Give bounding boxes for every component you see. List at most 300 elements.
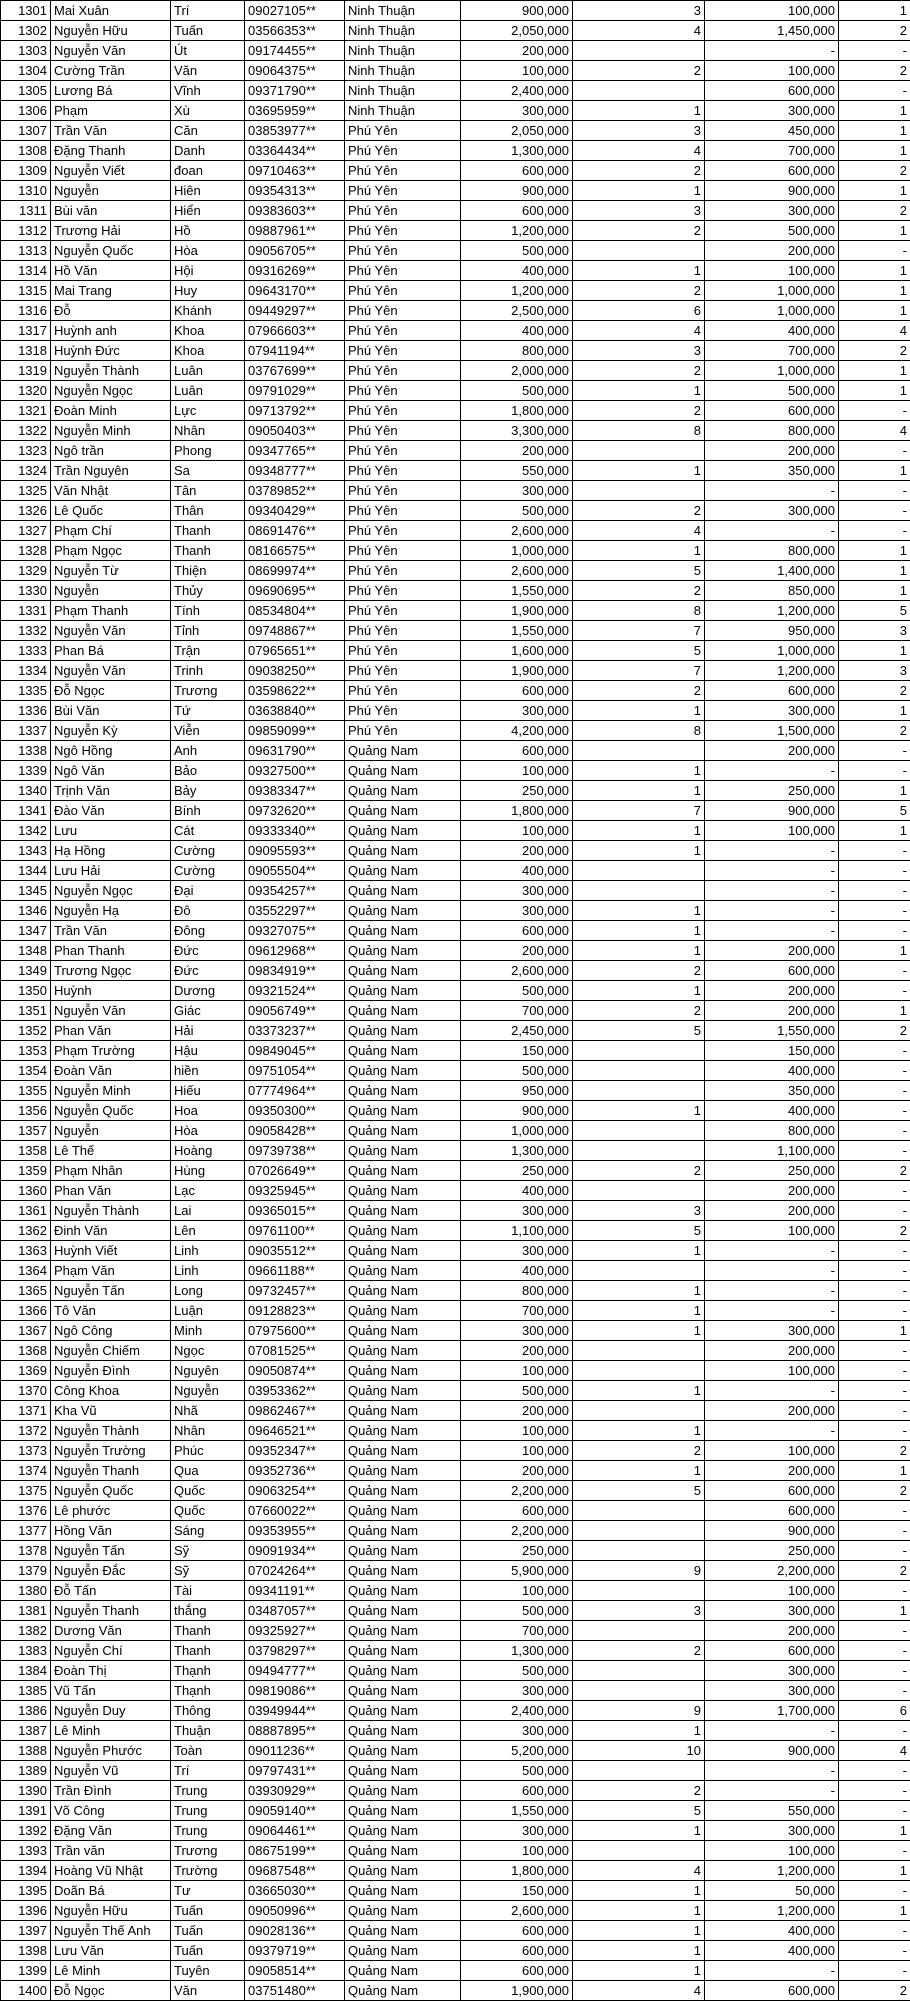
amount-cell[interactable]: 550,000: [461, 461, 573, 481]
count-cell[interactable]: 5: [573, 561, 705, 581]
phone-cell[interactable]: 09340429**: [245, 501, 345, 521]
surname-cell[interactable]: Nguyễn Vũ: [51, 1761, 171, 1781]
row-number[interactable]: 1353: [1, 1041, 51, 1061]
count-2-cell[interactable]: -: [839, 841, 910, 861]
count-2-cell[interactable]: -: [839, 921, 910, 941]
surname-cell[interactable]: Nguyễn Ngọc: [51, 881, 171, 901]
province-cell[interactable]: Phú Yên: [345, 441, 461, 461]
phone-cell[interactable]: 09174455**: [245, 41, 345, 61]
count-2-cell[interactable]: 3: [839, 621, 910, 641]
phone-cell[interactable]: 09612968**: [245, 941, 345, 961]
surname-cell[interactable]: Huỳnh Đức: [51, 341, 171, 361]
phone-cell[interactable]: 03695959**: [245, 101, 345, 121]
province-cell[interactable]: Ninh Thuận: [345, 41, 461, 61]
phone-cell[interactable]: 09849045**: [245, 1041, 345, 1061]
given-name-cell[interactable]: Thanh: [171, 521, 245, 541]
phone-cell[interactable]: 09791029**: [245, 381, 345, 401]
province-cell[interactable]: Phú Yên: [345, 161, 461, 181]
surname-cell[interactable]: Nguyễn: [51, 581, 171, 601]
count-cell[interactable]: 7: [573, 621, 705, 641]
amount-2-cell[interactable]: 900,000: [705, 1521, 839, 1541]
province-cell[interactable]: Quảng Nam: [345, 1941, 461, 1961]
given-name-cell[interactable]: Tuyên: [171, 1961, 245, 1981]
province-cell[interactable]: Phú Yên: [345, 661, 461, 681]
given-name-cell[interactable]: Bảy: [171, 781, 245, 801]
surname-cell[interactable]: Cường Trần: [51, 61, 171, 81]
surname-cell[interactable]: Lê Minh: [51, 1961, 171, 1981]
phone-cell[interactable]: 09643170**: [245, 281, 345, 301]
count-cell[interactable]: 4: [573, 1861, 705, 1881]
amount-cell[interactable]: 250,000: [461, 1161, 573, 1181]
count-cell[interactable]: 2: [573, 221, 705, 241]
given-name-cell[interactable]: Hồ: [171, 221, 245, 241]
count-cell[interactable]: 2: [573, 161, 705, 181]
surname-cell[interactable]: Đỗ Ngọc: [51, 1981, 171, 2001]
count-cell[interactable]: 2: [573, 1641, 705, 1661]
province-cell[interactable]: Phú Yên: [345, 341, 461, 361]
amount-2-cell[interactable]: 600,000: [705, 1641, 839, 1661]
row-number[interactable]: 1344: [1, 861, 51, 881]
surname-cell[interactable]: Phạm: [51, 101, 171, 121]
province-cell[interactable]: Phú Yên: [345, 541, 461, 561]
given-name-cell[interactable]: Phong: [171, 441, 245, 461]
count-cell[interactable]: 1: [573, 901, 705, 921]
count-cell[interactable]: 5: [573, 1801, 705, 1821]
row-number[interactable]: 1302: [1, 21, 51, 41]
count-cell[interactable]: 2: [573, 961, 705, 981]
given-name-cell[interactable]: Ngọc: [171, 1341, 245, 1361]
amount-cell[interactable]: 600,000: [461, 1961, 573, 1981]
amount-2-cell[interactable]: 400,000: [705, 321, 839, 341]
phone-cell[interactable]: 08675199**: [245, 1841, 345, 1861]
province-cell[interactable]: Quảng Nam: [345, 781, 461, 801]
count-2-cell[interactable]: 2: [839, 161, 910, 181]
surname-cell[interactable]: Trần Đình: [51, 1781, 171, 1801]
phone-cell[interactable]: 09011236**: [245, 1741, 345, 1761]
surname-cell[interactable]: Nguyễn Kỳ: [51, 721, 171, 741]
count-cell[interactable]: 1: [573, 1721, 705, 1741]
given-name-cell[interactable]: Đức: [171, 941, 245, 961]
row-number[interactable]: 1323: [1, 441, 51, 461]
row-number[interactable]: 1377: [1, 1521, 51, 1541]
surname-cell[interactable]: Vũ Tấn: [51, 1681, 171, 1701]
row-number[interactable]: 1310: [1, 181, 51, 201]
amount-2-cell[interactable]: 600,000: [705, 1481, 839, 1501]
count-cell[interactable]: 5: [573, 1221, 705, 1241]
phone-cell[interactable]: 09028136**: [245, 1921, 345, 1941]
surname-cell[interactable]: Doãn Bá: [51, 1881, 171, 1901]
row-number[interactable]: 1380: [1, 1581, 51, 1601]
row-number[interactable]: 1338: [1, 741, 51, 761]
given-name-cell[interactable]: Văn: [171, 1981, 245, 2001]
count-cell[interactable]: 1: [573, 381, 705, 401]
given-name-cell[interactable]: Khoa: [171, 321, 245, 341]
phone-cell[interactable]: 08887895**: [245, 1721, 345, 1741]
surname-cell[interactable]: Hoàng Vũ Nhật: [51, 1861, 171, 1881]
given-name-cell[interactable]: thắng: [171, 1601, 245, 1621]
row-number[interactable]: 1392: [1, 1821, 51, 1841]
province-cell[interactable]: Phú Yên: [345, 621, 461, 641]
row-number[interactable]: 1369: [1, 1361, 51, 1381]
count-cell[interactable]: 3: [573, 121, 705, 141]
amount-cell[interactable]: 600,000: [461, 161, 573, 181]
row-number[interactable]: 1319: [1, 361, 51, 381]
count-cell[interactable]: 1: [573, 1961, 705, 1981]
province-cell[interactable]: Quảng Nam: [345, 1341, 461, 1361]
count-2-cell[interactable]: 2: [839, 21, 910, 41]
surname-cell[interactable]: Nguyễn Văn: [51, 41, 171, 61]
phone-cell[interactable]: 09316269**: [245, 261, 345, 281]
surname-cell[interactable]: Phan Văn: [51, 1021, 171, 1041]
surname-cell[interactable]: Phạm Ngọc: [51, 541, 171, 561]
count-cell[interactable]: 1: [573, 1301, 705, 1321]
given-name-cell[interactable]: Nhân: [171, 421, 245, 441]
count-cell[interactable]: 1: [573, 781, 705, 801]
surname-cell[interactable]: Nguyễn Tấn: [51, 1281, 171, 1301]
given-name-cell[interactable]: Huy: [171, 281, 245, 301]
count-2-cell[interactable]: -: [839, 1241, 910, 1261]
surname-cell[interactable]: Lưu Hải: [51, 861, 171, 881]
given-name-cell[interactable]: Hải: [171, 1021, 245, 1041]
amount-cell[interactable]: 2,050,000: [461, 21, 573, 41]
row-number[interactable]: 1371: [1, 1401, 51, 1421]
row-number[interactable]: 1316: [1, 301, 51, 321]
count-2-cell[interactable]: 2: [839, 1021, 910, 1041]
given-name-cell[interactable]: Sỹ: [171, 1541, 245, 1561]
amount-2-cell[interactable]: 600,000: [705, 81, 839, 101]
row-number[interactable]: 1362: [1, 1221, 51, 1241]
row-number[interactable]: 1381: [1, 1601, 51, 1621]
province-cell[interactable]: Phú Yên: [345, 481, 461, 501]
given-name-cell[interactable]: Thủy: [171, 581, 245, 601]
count-cell[interactable]: 8: [573, 421, 705, 441]
given-name-cell[interactable]: Tài: [171, 1581, 245, 1601]
count-cell[interactable]: [573, 1541, 705, 1561]
given-name-cell[interactable]: Cường: [171, 841, 245, 861]
given-name-cell[interactable]: Minh: [171, 1321, 245, 1341]
phone-cell[interactable]: 07941194**: [245, 341, 345, 361]
count-cell[interactable]: 1: [573, 1321, 705, 1341]
amount-cell[interactable]: 600,000: [461, 681, 573, 701]
amount-2-cell[interactable]: 100,000: [705, 1841, 839, 1861]
count-2-cell[interactable]: -: [839, 1401, 910, 1421]
surname-cell[interactable]: Bùi Văn: [51, 701, 171, 721]
phone-cell[interactable]: 03789852**: [245, 481, 345, 501]
given-name-cell[interactable]: Hiển: [171, 201, 245, 221]
phone-cell[interactable]: 09050996**: [245, 1901, 345, 1921]
surname-cell[interactable]: Ngô Văn: [51, 761, 171, 781]
given-name-cell[interactable]: Khánh: [171, 301, 245, 321]
count-2-cell[interactable]: -: [839, 1681, 910, 1701]
count-2-cell[interactable]: 2: [839, 1161, 910, 1181]
amount-cell[interactable]: 600,000: [461, 1941, 573, 1961]
province-cell[interactable]: Quảng Nam: [345, 1441, 461, 1461]
given-name-cell[interactable]: Linh: [171, 1241, 245, 1261]
count-cell[interactable]: 3: [573, 1201, 705, 1221]
province-cell[interactable]: Phú Yên: [345, 201, 461, 221]
amount-2-cell[interactable]: 600,000: [705, 401, 839, 421]
given-name-cell[interactable]: Trương: [171, 1841, 245, 1861]
phone-cell[interactable]: 03598622**: [245, 681, 345, 701]
province-cell[interactable]: Quảng Nam: [345, 1901, 461, 1921]
count-cell[interactable]: 1: [573, 1101, 705, 1121]
given-name-cell[interactable]: Trí: [171, 1, 245, 21]
amount-2-cell[interactable]: 700,000: [705, 341, 839, 361]
amount-2-cell[interactable]: 200,000: [705, 1461, 839, 1481]
given-name-cell[interactable]: Thông: [171, 1701, 245, 1721]
row-number[interactable]: 1322: [1, 421, 51, 441]
count-2-cell[interactable]: -: [839, 1541, 910, 1561]
phone-cell[interactable]: 03953362**: [245, 1381, 345, 1401]
phone-cell[interactable]: 09449297**: [245, 301, 345, 321]
count-2-cell[interactable]: -: [839, 1121, 910, 1141]
amount-2-cell[interactable]: 300,000: [705, 1321, 839, 1341]
phone-cell[interactable]: 07026649**: [245, 1161, 345, 1181]
amount-cell[interactable]: 500,000: [461, 1661, 573, 1681]
count-2-cell[interactable]: -: [839, 81, 910, 101]
given-name-cell[interactable]: Nhã: [171, 1401, 245, 1421]
surname-cell[interactable]: Hồng Văn: [51, 1521, 171, 1541]
province-cell[interactable]: Quảng Nam: [345, 1381, 461, 1401]
province-cell[interactable]: Quảng Nam: [345, 1501, 461, 1521]
count-cell[interactable]: 1: [573, 761, 705, 781]
amount-cell[interactable]: 800,000: [461, 341, 573, 361]
phone-cell[interactable]: 09348777**: [245, 461, 345, 481]
phone-cell[interactable]: 09327075**: [245, 921, 345, 941]
count-2-cell[interactable]: -: [839, 521, 910, 541]
amount-2-cell[interactable]: 600,000: [705, 161, 839, 181]
row-number[interactable]: 1350: [1, 981, 51, 1001]
row-number[interactable]: 1356: [1, 1101, 51, 1121]
phone-cell[interactable]: 09748867**: [245, 621, 345, 641]
given-name-cell[interactable]: Tuấn: [171, 1901, 245, 1921]
phone-cell[interactable]: 09383347**: [245, 781, 345, 801]
amount-2-cell[interactable]: 100,000: [705, 821, 839, 841]
count-2-cell[interactable]: -: [839, 1761, 910, 1781]
amount-cell[interactable]: 5,200,000: [461, 1741, 573, 1761]
row-number[interactable]: 1303: [1, 41, 51, 61]
amount-cell[interactable]: 5,900,000: [461, 1561, 573, 1581]
count-2-cell[interactable]: -: [839, 1181, 910, 1201]
count-2-cell[interactable]: 3: [839, 661, 910, 681]
count-2-cell[interactable]: -: [839, 1841, 910, 1861]
count-2-cell[interactable]: 1: [839, 301, 910, 321]
count-cell[interactable]: 1: [573, 1881, 705, 1901]
row-number[interactable]: 1366: [1, 1301, 51, 1321]
amount-cell[interactable]: 1,800,000: [461, 1861, 573, 1881]
surname-cell[interactable]: Phan Thanh: [51, 941, 171, 961]
province-cell[interactable]: Phú Yên: [345, 581, 461, 601]
surname-cell[interactable]: Đặng Thanh: [51, 141, 171, 161]
count-2-cell[interactable]: 2: [839, 1221, 910, 1241]
given-name-cell[interactable]: Cát: [171, 821, 245, 841]
amount-2-cell[interactable]: 900,000: [705, 801, 839, 821]
count-cell[interactable]: 2: [573, 361, 705, 381]
count-cell[interactable]: 2: [573, 501, 705, 521]
amount-cell[interactable]: 250,000: [461, 1541, 573, 1561]
count-2-cell[interactable]: 1: [839, 281, 910, 301]
count-2-cell[interactable]: 1: [839, 221, 910, 241]
surname-cell[interactable]: Nguyễn Ngọc: [51, 381, 171, 401]
phone-cell[interactable]: 09379719**: [245, 1941, 345, 1961]
amount-cell[interactable]: 2,050,000: [461, 121, 573, 141]
count-2-cell[interactable]: 1: [839, 361, 910, 381]
count-cell[interactable]: 1: [573, 1281, 705, 1301]
amount-2-cell[interactable]: 100,000: [705, 1581, 839, 1601]
row-number[interactable]: 1306: [1, 101, 51, 121]
surname-cell[interactable]: Kha Vũ: [51, 1401, 171, 1421]
given-name-cell[interactable]: Lên: [171, 1221, 245, 1241]
row-number[interactable]: 1376: [1, 1501, 51, 1521]
province-cell[interactable]: Quảng Nam: [345, 1821, 461, 1841]
phone-cell[interactable]: 09732457**: [245, 1281, 345, 1301]
phone-cell[interactable]: 09690695**: [245, 581, 345, 601]
province-cell[interactable]: Quảng Nam: [345, 1121, 461, 1141]
given-name-cell[interactable]: Xù: [171, 101, 245, 121]
surname-cell[interactable]: Phạm Văn: [51, 1261, 171, 1281]
phone-cell[interactable]: 09353955**: [245, 1521, 345, 1541]
count-2-cell[interactable]: -: [839, 481, 910, 501]
count-cell[interactable]: [573, 1141, 705, 1161]
phone-cell[interactable]: 03638840**: [245, 701, 345, 721]
given-name-cell[interactable]: Luân: [171, 381, 245, 401]
province-cell[interactable]: Quảng Nam: [345, 1361, 461, 1381]
amount-2-cell[interactable]: 300,000: [705, 1821, 839, 1841]
surname-cell[interactable]: Nguyễn Thành: [51, 1421, 171, 1441]
given-name-cell[interactable]: Phúc: [171, 1441, 245, 1461]
province-cell[interactable]: Quảng Nam: [345, 1601, 461, 1621]
count-cell[interactable]: 2: [573, 1441, 705, 1461]
phone-cell[interactable]: 09064375**: [245, 61, 345, 81]
given-name-cell[interactable]: Đô: [171, 901, 245, 921]
amount-cell[interactable]: 100,000: [461, 1441, 573, 1461]
surname-cell[interactable]: Lê phước: [51, 1501, 171, 1521]
province-cell[interactable]: Quảng Nam: [345, 881, 461, 901]
count-2-cell[interactable]: 2: [839, 341, 910, 361]
count-cell[interactable]: 5: [573, 641, 705, 661]
count-cell[interactable]: 5: [573, 1021, 705, 1041]
province-cell[interactable]: Phú Yên: [345, 221, 461, 241]
amount-cell[interactable]: 500,000: [461, 501, 573, 521]
province-cell[interactable]: Phú Yên: [345, 521, 461, 541]
surname-cell[interactable]: Trịnh Văn: [51, 781, 171, 801]
province-cell[interactable]: Ninh Thuận: [345, 81, 461, 101]
amount-2-cell[interactable]: 300,000: [705, 1681, 839, 1701]
phone-cell[interactable]: 09862467**: [245, 1401, 345, 1421]
amount-cell[interactable]: 500,000: [461, 241, 573, 261]
given-name-cell[interactable]: Bính: [171, 801, 245, 821]
count-cell[interactable]: 1: [573, 921, 705, 941]
given-name-cell[interactable]: Trinh: [171, 661, 245, 681]
count-2-cell[interactable]: -: [839, 1341, 910, 1361]
surname-cell[interactable]: Trần văn: [51, 1841, 171, 1861]
amount-2-cell[interactable]: -: [705, 1721, 839, 1741]
amount-cell[interactable]: 300,000: [461, 481, 573, 501]
amount-cell[interactable]: 100,000: [461, 1841, 573, 1861]
amount-cell[interactable]: 700,000: [461, 1001, 573, 1021]
count-2-cell[interactable]: 1: [839, 141, 910, 161]
given-name-cell[interactable]: Thanh: [171, 1641, 245, 1661]
amount-2-cell[interactable]: 200,000: [705, 741, 839, 761]
given-name-cell[interactable]: Tỉnh: [171, 621, 245, 641]
amount-cell[interactable]: 1,900,000: [461, 1981, 573, 2001]
given-name-cell[interactable]: Trương: [171, 681, 245, 701]
count-cell[interactable]: 3: [573, 341, 705, 361]
count-2-cell[interactable]: 1: [839, 1861, 910, 1881]
row-number[interactable]: 1370: [1, 1381, 51, 1401]
row-number[interactable]: 1301: [1, 1, 51, 21]
given-name-cell[interactable]: Lai: [171, 1201, 245, 1221]
row-number[interactable]: 1391: [1, 1801, 51, 1821]
amount-2-cell[interactable]: -: [705, 921, 839, 941]
province-cell[interactable]: Phú Yên: [345, 701, 461, 721]
count-2-cell[interactable]: 2: [839, 1561, 910, 1581]
amount-cell[interactable]: 100,000: [461, 61, 573, 81]
province-cell[interactable]: Phú Yên: [345, 281, 461, 301]
surname-cell[interactable]: Nguyễn Thanh: [51, 1461, 171, 1481]
surname-cell[interactable]: Ngô Công: [51, 1321, 171, 1341]
province-cell[interactable]: Quảng Nam: [345, 1281, 461, 1301]
amount-2-cell[interactable]: -: [705, 41, 839, 61]
phone-cell[interactable]: 07975600**: [245, 1321, 345, 1341]
count-cell[interactable]: [573, 481, 705, 501]
row-number[interactable]: 1345: [1, 881, 51, 901]
phone-cell[interactable]: 09050403**: [245, 421, 345, 441]
row-number[interactable]: 1334: [1, 661, 51, 681]
amount-2-cell[interactable]: 50,000: [705, 1881, 839, 1901]
surname-cell[interactable]: Nguyễn Viết: [51, 161, 171, 181]
surname-cell[interactable]: Nguyễn Hữu: [51, 1901, 171, 1921]
amount-cell[interactable]: 600,000: [461, 921, 573, 941]
phone-cell[interactable]: 03373237**: [245, 1021, 345, 1041]
province-cell[interactable]: Quảng Nam: [345, 1181, 461, 1201]
count-2-cell[interactable]: -: [839, 1041, 910, 1061]
count-2-cell[interactable]: -: [839, 981, 910, 1001]
count-cell[interactable]: 1: [573, 841, 705, 861]
count-2-cell[interactable]: -: [839, 741, 910, 761]
count-cell[interactable]: [573, 1081, 705, 1101]
surname-cell[interactable]: Trương Hải: [51, 221, 171, 241]
phone-cell[interactable]: 09713792**: [245, 401, 345, 421]
count-2-cell[interactable]: -: [839, 1201, 910, 1221]
province-cell[interactable]: Quảng Nam: [345, 921, 461, 941]
amount-cell[interactable]: 600,000: [461, 741, 573, 761]
row-number[interactable]: 1390: [1, 1781, 51, 1801]
count-cell[interactable]: 2: [573, 61, 705, 81]
given-name-cell[interactable]: Lực: [171, 401, 245, 421]
given-name-cell[interactable]: Thạnh: [171, 1681, 245, 1701]
province-cell[interactable]: Phú Yên: [345, 561, 461, 581]
amount-2-cell[interactable]: 100,000: [705, 1221, 839, 1241]
amount-2-cell[interactable]: 300,000: [705, 101, 839, 121]
row-number[interactable]: 1400: [1, 1981, 51, 2001]
count-cell[interactable]: 1: [573, 461, 705, 481]
amount-cell[interactable]: 800,000: [461, 1281, 573, 1301]
province-cell[interactable]: Phú Yên: [345, 121, 461, 141]
row-number[interactable]: 1386: [1, 1701, 51, 1721]
province-cell[interactable]: Phú Yên: [345, 361, 461, 381]
phone-cell[interactable]: 03751480**: [245, 1981, 345, 2001]
surname-cell[interactable]: Nguyễn: [51, 181, 171, 201]
given-name-cell[interactable]: Đức: [171, 961, 245, 981]
amount-cell[interactable]: 1,800,000: [461, 801, 573, 821]
amount-cell[interactable]: 400,000: [461, 861, 573, 881]
phone-cell[interactable]: 03798297**: [245, 1641, 345, 1661]
province-cell[interactable]: Phú Yên: [345, 181, 461, 201]
province-cell[interactable]: Phú Yên: [345, 141, 461, 161]
surname-cell[interactable]: Nguyễn Phước: [51, 1741, 171, 1761]
row-number[interactable]: 1347: [1, 921, 51, 941]
